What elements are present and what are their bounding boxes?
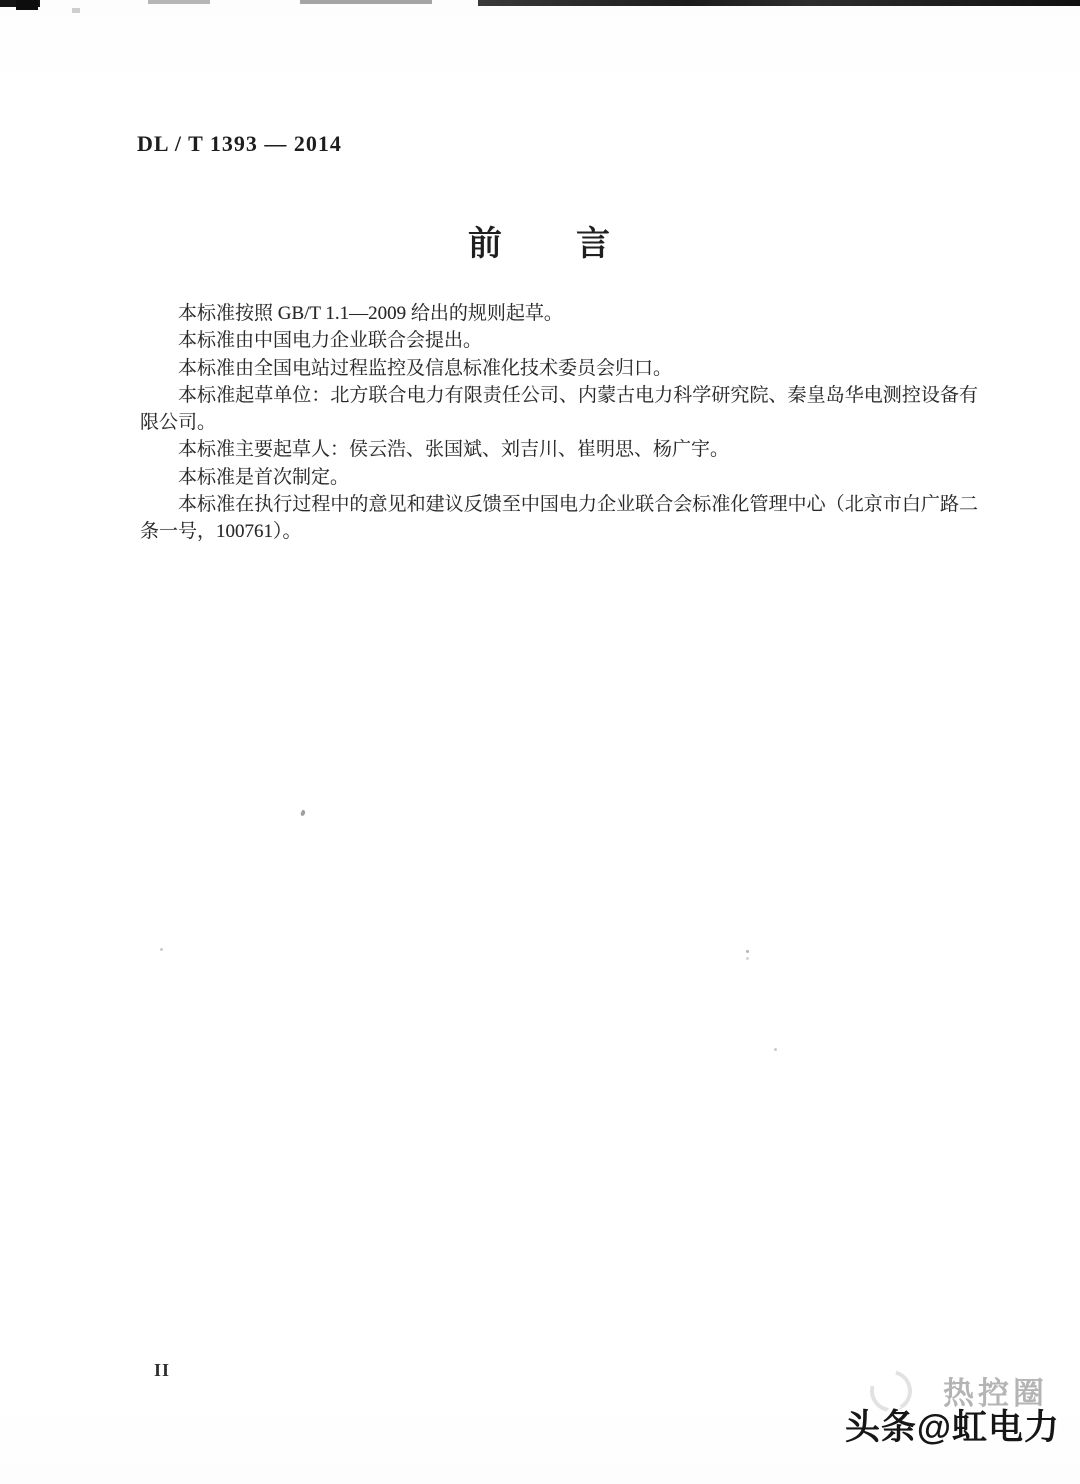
- ink-speck: [300, 809, 306, 816]
- scan-artifact-bar: [300, 0, 432, 4]
- page-number: II: [154, 1360, 171, 1380]
- page-title: 前 言: [468, 225, 612, 263]
- paragraph-rules: 本标准按照 GB/T 1.1—2009 给出的规则起草。: [178, 303, 563, 324]
- paragraph-jurisdiction: 本标准由全国电站过程监控及信息标准化技术委员会归口。: [178, 357, 673, 379]
- ink-speck: [774, 1048, 777, 1051]
- watermark: [802, 1368, 1062, 1468]
- doc-code: DL / T 1393 — 2014: [137, 131, 342, 156]
- scan-artifact-bar: [16, 0, 38, 10]
- ink-speck: [746, 950, 749, 953]
- scan-artifact-bar: [148, 0, 210, 4]
- ink-speck: [160, 948, 163, 951]
- paragraph-feedback: 本标准在执行过程中的意见和建议反馈至中国电力企业联合会标准化管理中心（北京市白广路二条一号，100761）。: [140, 494, 978, 543]
- paragraph-first-edition: 本标准是首次制定。: [178, 466, 350, 488]
- paragraph-proposer: 本标准由中国电力企业联合会提出。: [178, 330, 483, 352]
- paragraph-drafting-orgs: 本标准起草单位：北方联合电力有限责任公司、内蒙古电力科学研究院、秦皇岛华电测控设备有限公司。: [140, 384, 978, 434]
- foreword-body: [140, 300, 978, 546]
- watermark-foreground-text: 头条@虹电力: [844, 1408, 1060, 1447]
- paragraph-drafters: 本标准主要起草人：侯云浩、张国斌、刘吉川、崔明思、杨广宇。: [178, 439, 730, 461]
- scan-artifact-bar: [478, 0, 1080, 6]
- scan-artifact-speck: [72, 8, 80, 13]
- watermark-background-text: 热控圈: [943, 1376, 1048, 1411]
